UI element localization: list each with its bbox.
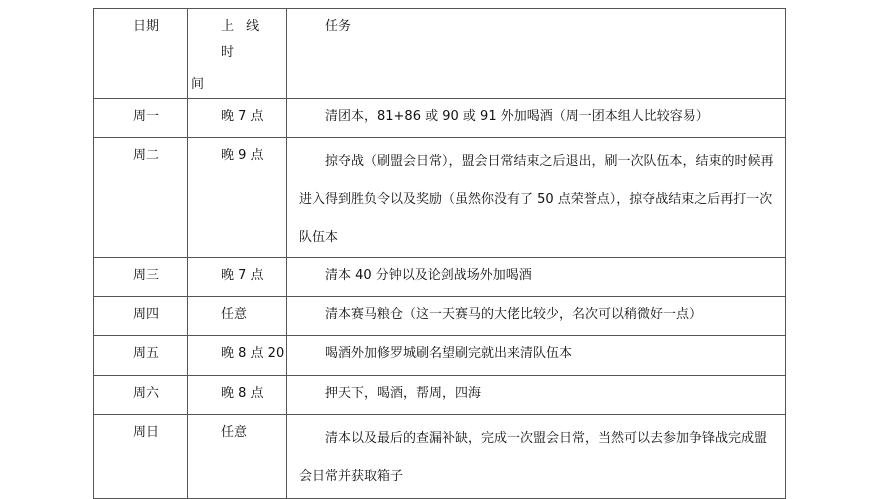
cell-task (287, 336, 786, 376)
cell-time: 晚 7 点 (188, 99, 287, 138)
cell-day: 周四 (94, 297, 188, 336)
cell-task (287, 99, 786, 138)
cell-time: 任意 (188, 297, 287, 336)
schedule-table (93, 8, 786, 499)
cell-day: 周一 (94, 99, 188, 138)
cell-time: 任意 (188, 415, 287, 499)
cell-day: 周三 (94, 258, 188, 297)
table-header-row (94, 9, 786, 99)
task-text: 掠夺战（刷盟会日常），盟会日常结束之后退出，刷一次队伍本，结束的时候再进入得到胜负令以及奖励（虽然你没有了 50 点荣誉点），掠夺战结束之后再打一次队伍本 (299, 154, 774, 245)
table-row (94, 336, 786, 376)
table-row (94, 138, 786, 258)
table-row (94, 376, 786, 415)
task-text: 喝酒外加修罗城刷名望刷完就出来清队伍本 (325, 346, 573, 361)
cell-task (287, 297, 786, 336)
header-time (188, 9, 287, 99)
header-time-label-line1: 上 线 时 (221, 19, 264, 60)
cell-task (287, 258, 786, 297)
cell-day: 周日 (94, 415, 188, 499)
header-task-label: 任务 (325, 19, 352, 34)
cell-day: 周六 (94, 376, 188, 415)
cell-time: 晚 8 点 (188, 376, 287, 415)
task-text: 清本赛马粮仓（这一天赛马的大佬比较少，名次可以稍微好一点） (325, 307, 703, 322)
task-text: 押天下，喝酒，帮周，四海 (325, 386, 482, 401)
cell-task (287, 138, 786, 258)
task-text: 清团本，81+86 或 90 或 91 外加喝酒（周一团本组人比较容易） (325, 109, 709, 124)
header-time-label-line2: 间 (191, 77, 205, 92)
cell-day: 周五 (94, 336, 188, 376)
table-row (94, 99, 786, 138)
cell-time: 晚 8 点 20 (188, 336, 287, 376)
table-row (94, 258, 786, 297)
cell-day: 周二 (94, 138, 188, 258)
cell-time: 晚 7 点 (188, 258, 287, 297)
header-day (94, 9, 188, 99)
cell-task (287, 415, 786, 499)
task-text: 清本以及最后的查漏补缺，完成一次盟会日常，当然可以去参加争锋战完成盟会日常并获取箱子 (299, 431, 768, 484)
table-row (94, 415, 786, 499)
cell-time: 晚 9 点 (188, 138, 287, 258)
table-row (94, 297, 786, 336)
header-task (287, 9, 786, 99)
task-text: 清本 40 分钟以及论剑战场外加喝酒 (325, 268, 532, 283)
header-day-label: 日期 (133, 19, 160, 34)
cell-task (287, 376, 786, 415)
